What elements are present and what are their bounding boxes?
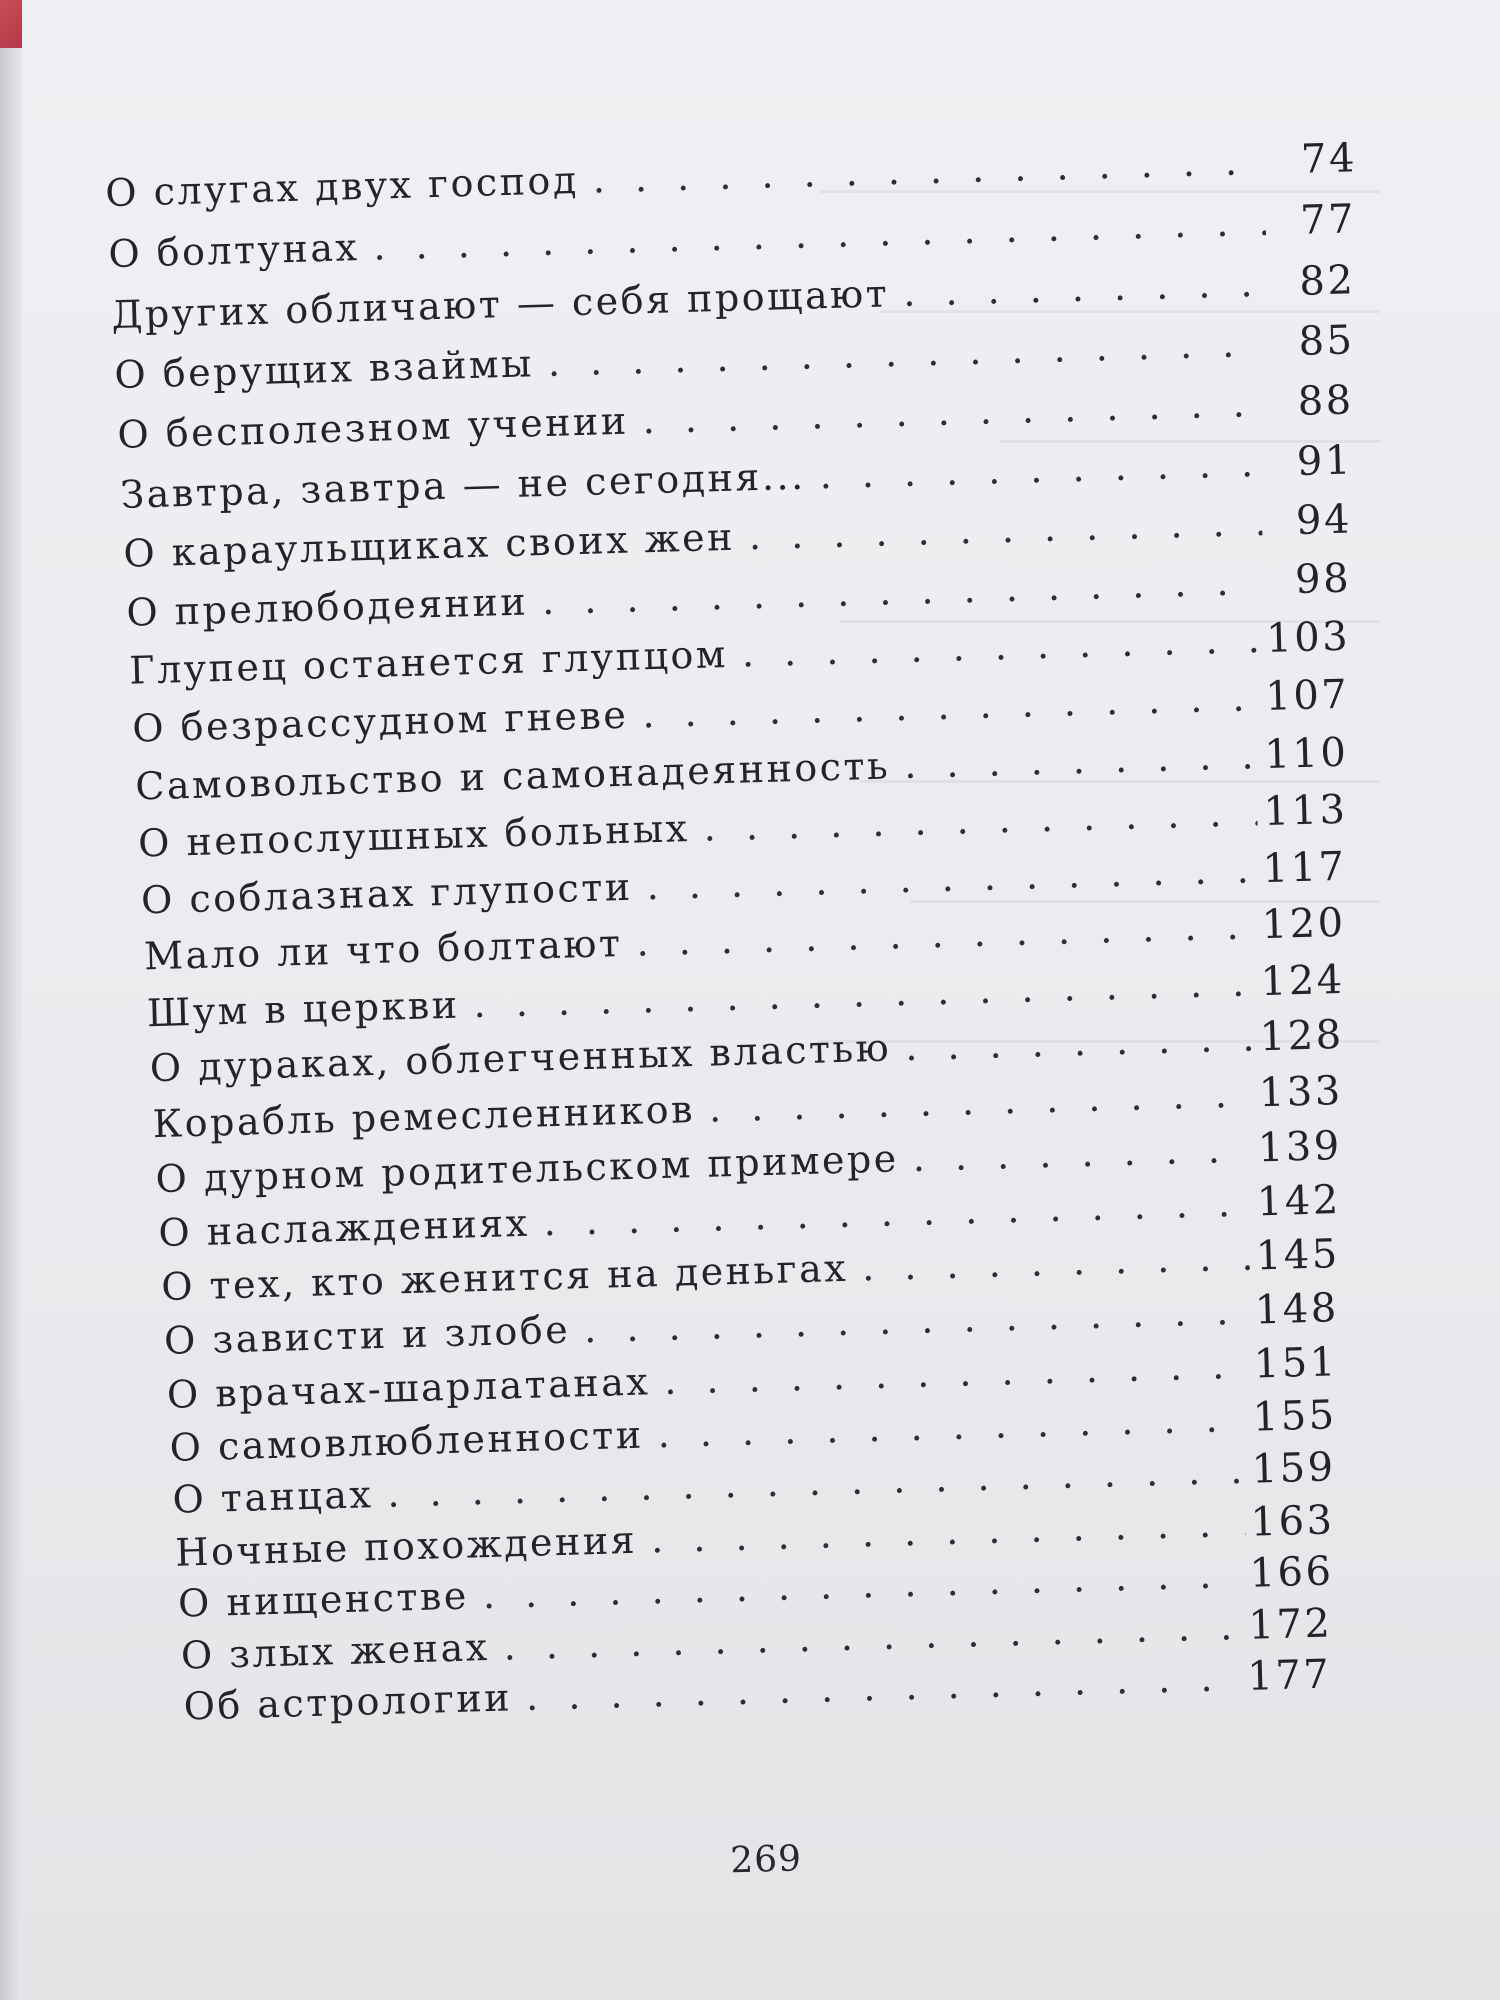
dot-leader [889,264,1266,312]
toc-entry-page: 124 [1260,956,1346,1005]
dot-leader [734,503,1262,556]
dot-leader [529,1184,1251,1242]
toc-entry-page: 177 [1246,1651,1332,1700]
toc-entry-page: 145 [1255,1231,1341,1280]
dot-leader [727,620,1260,673]
toc-entry-title: О болтунах [107,225,360,277]
toc-entry-title: Корабль ремесленников [152,1086,696,1146]
toc-entry-title: О прелюбодеянии [125,579,529,635]
toc-entry-title: О дураках, облегченных властью [149,1025,892,1091]
dot-leader [468,1555,1244,1615]
toc-entry-page: 139 [1257,1122,1343,1171]
toc-entry-page: 107 [1264,671,1350,721]
toc-entry-title: О самовлюбленности [169,1412,645,1470]
toc-entry-title: О берущих взаймы [113,341,535,398]
dot-leader [489,1607,1243,1666]
dot-leader [891,1019,1255,1067]
toc-entry-page: 148 [1254,1285,1340,1334]
dot-leader [805,444,1263,495]
toc-entry-page: 155 [1252,1391,1338,1441]
dot-leader [622,907,1256,963]
dot-leader [643,1398,1247,1453]
toc-entry-title: О злых женах [180,1624,491,1678]
toc-entry-page: 151 [1253,1338,1339,1388]
dot-leader [898,1129,1252,1177]
toc-entry-title: О нищенстве [177,1574,470,1627]
toc-entry-title: О соблазнах глупости [140,864,634,923]
toc-entry-title: Самовольство и самонадеянность [134,743,891,809]
page-number: 269 [729,1838,803,1882]
dot-leader [628,384,1264,440]
dot-leader [632,850,1257,905]
toc-entry-title: О врачах-шарлатанах [166,1358,651,1417]
toc-entry [113,317,1356,398]
toc-entry-title: О наслаждениях [157,1200,531,1256]
dot-leader [848,1238,1251,1287]
toc-entry [104,135,1358,216]
toc-entry-title: О слугах двух господ [104,157,580,216]
toc-entry-title: Ночные похождения [174,1517,638,1575]
toc-entry-title: Глупец останется глупцом [128,632,729,693]
toc-entry-page: 103 [1265,613,1351,662]
toc-entry-title: О караульщиках своих жен [122,514,736,576]
toc-entry-page: 98 [1294,555,1352,603]
toc-entry-title: Об астрологии [183,1675,513,1729]
dot-leader [650,1345,1249,1400]
toc-entry-page: 77 [1299,196,1357,244]
dot-leader [694,1074,1253,1128]
toc-entry-page: 85 [1297,317,1356,366]
toc-entry-page: 159 [1251,1444,1337,1493]
toc-entry-page: 120 [1261,900,1347,949]
toc-entry-page: 172 [1247,1600,1333,1649]
dot-leader [689,793,1258,847]
toc-entry-title: О танцах [171,1472,374,1523]
dot-leader [527,562,1261,620]
toc-entry-page: 133 [1258,1067,1344,1116]
toc-entry-title: Мало ли что болтают [143,921,624,979]
toc-entry-page: 117 [1262,843,1348,893]
dot-leader [359,203,1267,266]
toc-entry-title: Шум в церкви [146,982,461,1035]
dot-leader [533,324,1265,382]
toc-entry-title: Других обличают — себя прощают [110,271,890,337]
toc-entry-title: О дурном родительском примере [155,1135,900,1201]
toc-entry [107,196,1357,277]
dot-leader [628,678,1260,734]
toc-entry-page: 74 [1300,135,1358,183]
toc-entry-title: О непослушных больных [137,806,691,866]
toc-entry-page: 142 [1256,1177,1342,1226]
dot-leader [636,1503,1245,1558]
toc-entry-page: 113 [1262,786,1349,836]
toc-entry-page: 91 [1296,437,1354,485]
toc-entry-page: 94 [1295,496,1353,544]
toc-entry-page: 128 [1259,1012,1345,1061]
toc-entry-title: О зависти и злобе [163,1307,571,1364]
toc-entry-title: О бесполезном учении [116,398,630,458]
dot-leader [511,1658,1241,1716]
toc-entry-page: 163 [1250,1496,1336,1546]
dot-leader [570,1292,1250,1349]
dot-leader [578,142,1267,199]
dot-leader [373,1451,1246,1513]
toc-entry-title: Завтра, завтра — не сегодня... [119,453,807,517]
dot-leader [890,736,1259,784]
toc-entry-page: 166 [1248,1548,1335,1598]
toc-entry-page: 110 [1263,729,1349,778]
toc-entry-page: 88 [1297,377,1355,426]
toc-entry-title: О безрассудном гневе [131,692,629,751]
toc-entry [110,257,1356,337]
dot-leader [459,963,1255,1023]
toc-entry-title: О тех, кто женится на деньгах [160,1246,849,1310]
toc-entry-page: 82 [1298,257,1356,305]
